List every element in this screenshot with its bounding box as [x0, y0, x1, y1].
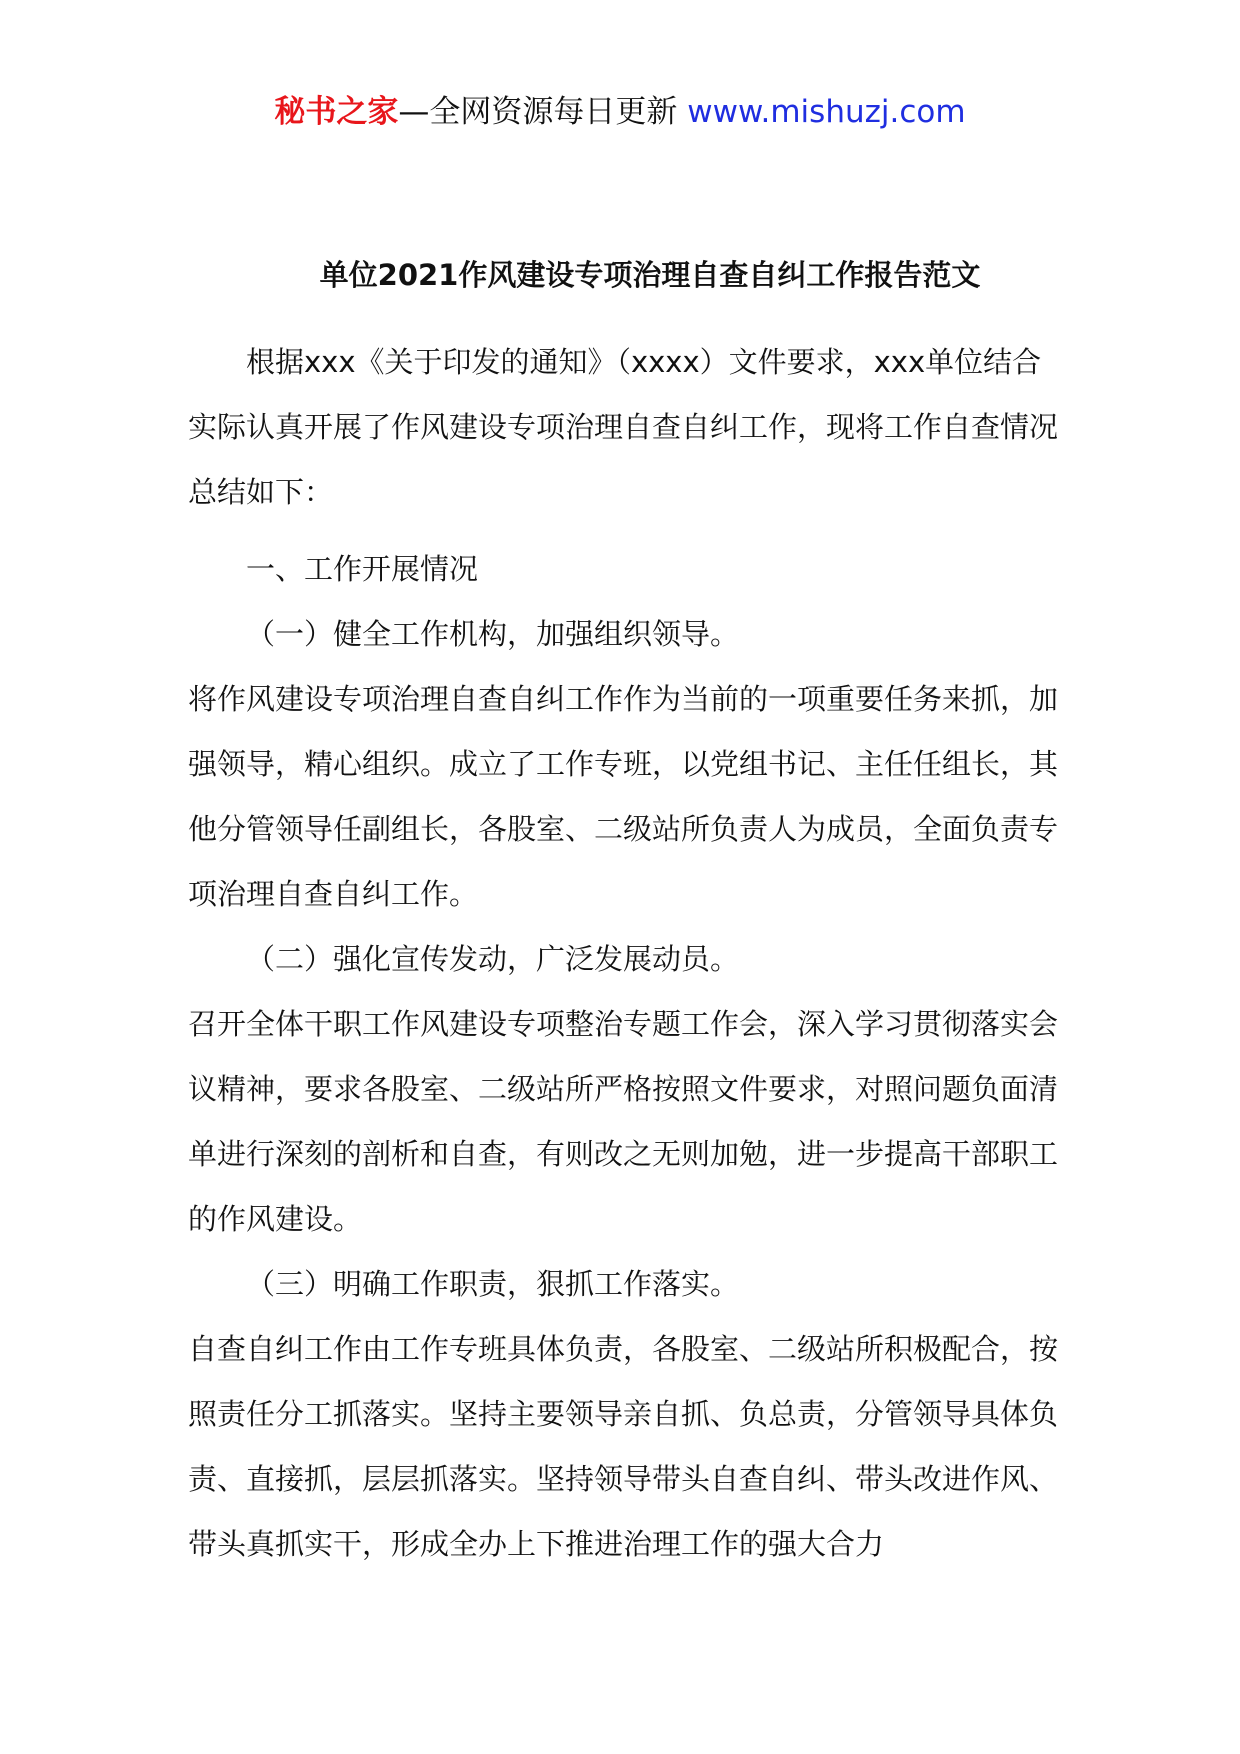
subsection-body-2: 召开全体干职工作风建设专项整治专题工作会，深入学习贯彻落实会议精神，要求各股室、二级站所严格按照文件要求，对照问题负面清单进行深刻的剖析和自查，有则改之无则加勉，进一步提高干部职工的作风建设。 [188, 1007, 1059, 1236]
subsection-body-3: 自查自纠工作由工作专班具体负责，各股室、二级站所积极配合，按照责任分工抓落实。坚持主要领导亲自抓、负总责，分管领导具体负责、直接抓，层层抓落实。坚持领导带头自查自纠、带头改进作风、带头真抓实干，形成全办上下推进治理工作的强大合力 [188, 1332, 1059, 1561]
subsection-body-1: 将作风建设专项治理自查自纠工作作为当前的一项重要任务来抓，加强领导，精心组织。成立了工作专班，以党组书记、主任任组长，其他分管领导任副组长，各股室、二级站所负责人为成员，全面负责专项治理自查自纠工作。 [188, 682, 1059, 911]
site-slogan: —全网资源每日更新 [398, 94, 688, 130]
site-header [0, 92, 1240, 132]
subsection-heading-3: （三）明确工作职责，狠抓工作落实。 [246, 1267, 740, 1301]
document-body [188, 330, 1068, 1577]
subsection-heading-2: （二）强化宣传发动，广泛发展动员。 [246, 942, 740, 976]
document-title: 单位2021作风建设专项治理自查自纠工作报告范文 [319, 258, 981, 292]
intro-paragraph: 根据xxx《关于印发的通知》（xxxx）文件要求，xxx单位结合实际认真开展了作风建设专项治理自查自纠工作，现将工作自查情况总结如下： [188, 345, 1059, 509]
section-heading: 一、工作开展情况 [246, 552, 479, 586]
site-brand: 秘书之家 [274, 94, 399, 130]
subsection-heading-1: （一）健全工作机构，加强组织领导。 [246, 617, 740, 651]
site-url-link[interactable]: www.mishuzj.com [687, 94, 966, 130]
